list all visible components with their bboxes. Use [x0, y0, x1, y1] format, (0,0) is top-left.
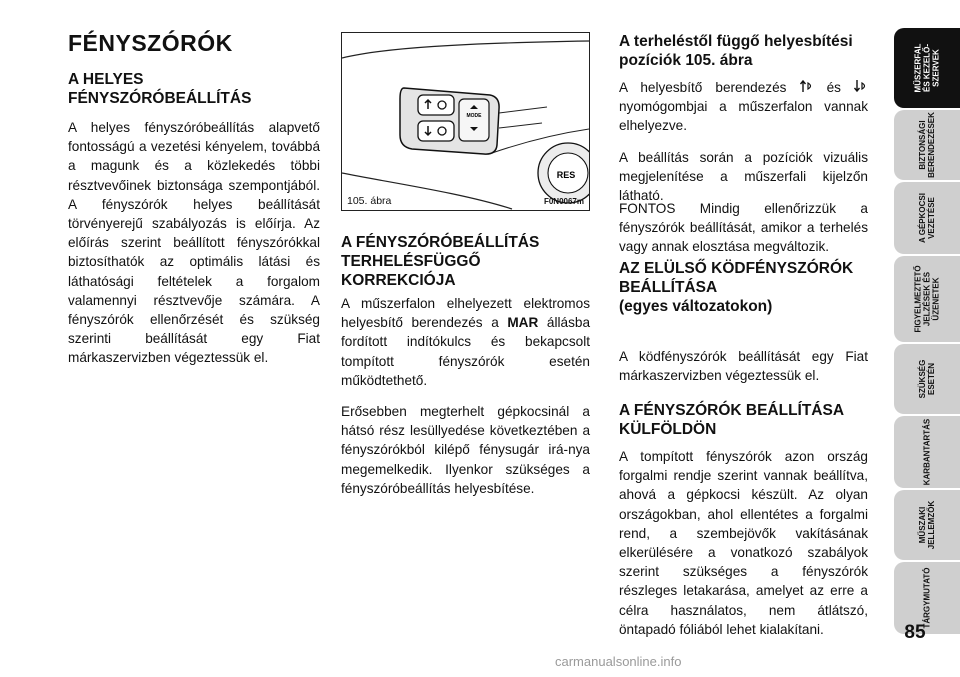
tab-figyelmezteto[interactable]: FIGYELMEZTETŐ JELZÉSEK ÉS ÜZENETEK: [894, 256, 960, 342]
section-body-helyes: A helyes fényszóróbeállítás alapvető fontosságú a vezetési kényelem, továbbá a magunk és a közlekedés többi résztvevőinek biztonsága szempontjából. A fényszórók helyes beállítását törvényerejű szabályozás is előírja. Az előírás szerint beállított fényszórókkal biztosíthatók az optimális látási és láthatósági feltételek a forgalom valamennyi résztvevője számára. A fényszórók ellenőrzését és szükség szerinti beállítását egy Fiat márkaszervizben végeztessük el.: [68, 120, 320, 366]
headlight-down-icon: [854, 78, 868, 94]
tab-muszerfal[interactable]: MŰSZERFAL ÉS KEZELŐ- SZERVEK: [894, 28, 960, 108]
mode-label: MODE: [466, 113, 482, 119]
section-heading-poziciok: A terheléstől függő helyesbítési pozíciók 105. ábra: [619, 33, 853, 69]
res-label: RES: [556, 170, 576, 180]
section-body-terhelesfuggo-2: Erősebben megterhelt gépkocsinál a hátsó rész lesüllyedése következtében a fényszórókból kilépő fénysugár irá-nya megemelkedik. Ilyenkor szükséges a fényszóróbeállítás helyesbítése.: [341, 404, 590, 496]
section-body-poziciok-3: FONTOS Mindig ellenőrizzük a fényszórók beállítását, amikor a terhelés vagy annak elosztása megváltozik.: [619, 201, 868, 255]
tab-vezetese[interactable]: A GÉPKOCSI VEZETÉSE: [894, 182, 960, 254]
section-body-poziciok-1: A helyesbítő berendezés és nyomógombjai a műszerfalon vannak elhelyezve.: [619, 80, 868, 134]
page-number: 85: [904, 622, 926, 643]
section-body-poziciok-2: A beállítás során a pozíciók vizuális megjelenítése a műszerfali kijelzőn látható.: [619, 150, 868, 204]
tab-biztonsagi[interactable]: BIZTONSÁGI BERENDEZÉSEK: [894, 110, 960, 180]
figure-caption: 105. ábra: [347, 195, 392, 207]
section-heading-terhelesfuggo: A FÉNYSZÓRÓBEÁLLÍTÁS TERHELÉSFÜGGŐ KORREKCIÓJA: [341, 234, 540, 289]
tab-targymutato[interactable]: TÁRGYMUTATÓ: [894, 562, 960, 634]
section-heading-kulfold: A FÉNYSZÓRÓK BEÁLLÍTÁSA KÜLFÖLDÖN: [619, 402, 844, 438]
section-body-kodfeny: A ködfényszórók beállítását egy Fiat márkaszervizben végeztessük el.: [619, 349, 868, 384]
figure-105: [341, 32, 590, 211]
section-heading-kodfeny: AZ ELÜLSŐ KÖDFÉNYSZÓRÓK BEÁLLÍTÁSA (egyes változatokon): [619, 260, 854, 315]
tab-muszaki[interactable]: MŰSZAKI JELLEMZŐK: [894, 490, 960, 560]
figure-code: F0N0067m: [543, 197, 584, 206]
section-subheading-kodfeny: (egyes változatokon): [619, 298, 773, 315]
headlight-up-icon: [800, 78, 814, 94]
mar-label: MAR: [507, 315, 539, 331]
section-body-kulfold: A tompított fényszórók azon ország forgalmi rendje szerint vannak beállítva, ahová a gépkocsi készült. Az olyan országokban, ahol ellentétes a forgalmi rend, a szembejövők vakításának elkerülésére a vonatkozó szabályok szerint szükséges a fényszórók részleges letakarása, amelyet az erre a célra használatos, nem átlátszó, öntapadó fóliából lehet kialakítani.: [619, 449, 868, 637]
watermark: carmanualsonline.info: [555, 654, 682, 669]
tab-karbantartas[interactable]: KARBANTARTÁS: [894, 416, 960, 488]
tab-szukseg[interactable]: SZÜKSÉG ESETÉN: [894, 344, 960, 414]
section-body-terhelesfuggo-1: A műszerfalon elhelyezett elektromos helyesbítő berendezés a MAR állásba fordított indítókulcs és bekapcsolt tompított fényszórók esetén működtethető.: [341, 296, 590, 388]
section-heading-helyes: A HELYES FÉNYSZÓRÓBEÁLLÍTÁS: [68, 71, 252, 107]
page-title: FÉNYSZÓRÓK: [68, 30, 233, 56]
dashboard-controls-illustration: [342, 33, 589, 210]
